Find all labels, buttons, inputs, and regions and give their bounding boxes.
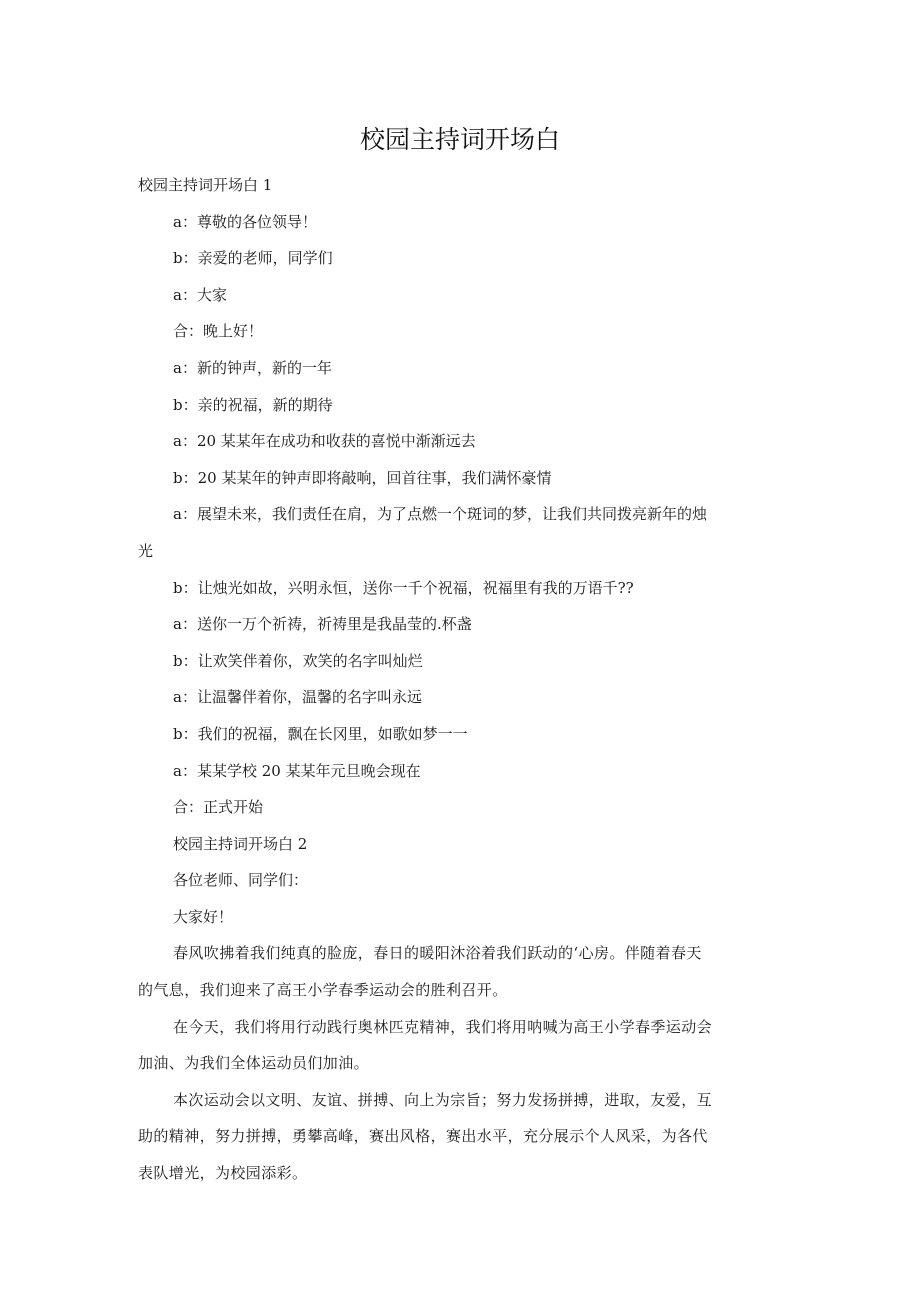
script-line: a：某某学校 20 某某年元旦晚会现在	[173, 761, 421, 780]
script-line-long-continued: 光	[138, 541, 154, 560]
paragraph-line: 本次运动会以文明、友谊、拼搏、向上为宗旨；努力发扬拼搏，进取，友爱，互	[173, 1090, 713, 1109]
hello-line: 大家好！	[173, 907, 234, 926]
paragraph-1	[138, 935, 783, 1008]
script-line: a：新的钟声，新的一年	[173, 358, 332, 377]
page-title: 校园主持词开场白	[359, 125, 560, 154]
script-line-long: a：展望未来，我们责任在肩，为了点燃一个斑词的梦，让我们共同拨亮新年的烛	[173, 505, 707, 524]
script-line: a：尊敬的各位领导！	[173, 212, 317, 231]
script-line: a：20 某某年在成功和收获的喜悦中渐渐远去	[173, 432, 476, 451]
script-line: 合：正式开始	[173, 798, 264, 817]
script-line: a：送你一万个祈祷，祈祷里是我晶莹的.杯盏	[173, 615, 472, 634]
paragraph-line: 的气息，我们迎来了高王小学春季运动会的胜利召开。	[138, 981, 508, 1000]
script-line: b：亲的祝福，新的期待	[173, 395, 333, 414]
greeting-line: 各位老师、同学们：	[173, 871, 309, 890]
paragraph-line: 加油、为我们全体运动员们加油。	[138, 1054, 370, 1073]
paragraph-2	[138, 1009, 783, 1082]
script-line: 合：晚上好！	[173, 322, 264, 341]
script-line: b：亲爱的老师，同学们	[173, 249, 333, 268]
document-body	[138, 167, 783, 1192]
paragraph-line: 春风吹拂着我们纯真的脸庞，春日的暖阳沐浴着我们跃动的‘心房。伴随着春天	[173, 944, 702, 963]
script-line: b：20 某某年的钟声即将敲响，回首往事，我们满怀豪情	[173, 468, 552, 487]
paragraph-3	[138, 1082, 783, 1192]
script-line: a：大家	[173, 285, 227, 304]
paragraph-line: 助的精神，努力拼搏，勇攀高峰，赛出风格，赛出水平，充分展示个人风采，为各代	[138, 1127, 708, 1146]
section-heading-1: 校园主持词开场白 1	[138, 176, 273, 194]
script-line: a：让温馨伴着你，温馨的名字叫永远	[173, 688, 422, 707]
section-heading-2: 校园主持词开场白 2	[173, 834, 308, 853]
script-line: b：让烛光如故，兴明永恒，送你一千个祝福，祝福里有我的万语千??	[173, 578, 634, 597]
script-line: b：我们的祝福，飘在长冈里，如歌如梦一一	[173, 724, 468, 743]
paragraph-line: 表队增光，为校园添彩。	[138, 1164, 308, 1183]
script-line: b：让欢笑伴着你，欢笑的名字叫灿烂	[173, 651, 423, 670]
paragraph-line: 在今天，我们将用行动践行奥林匹克精神，我们将用呐喊为高王小学春季运动会	[173, 1017, 713, 1036]
